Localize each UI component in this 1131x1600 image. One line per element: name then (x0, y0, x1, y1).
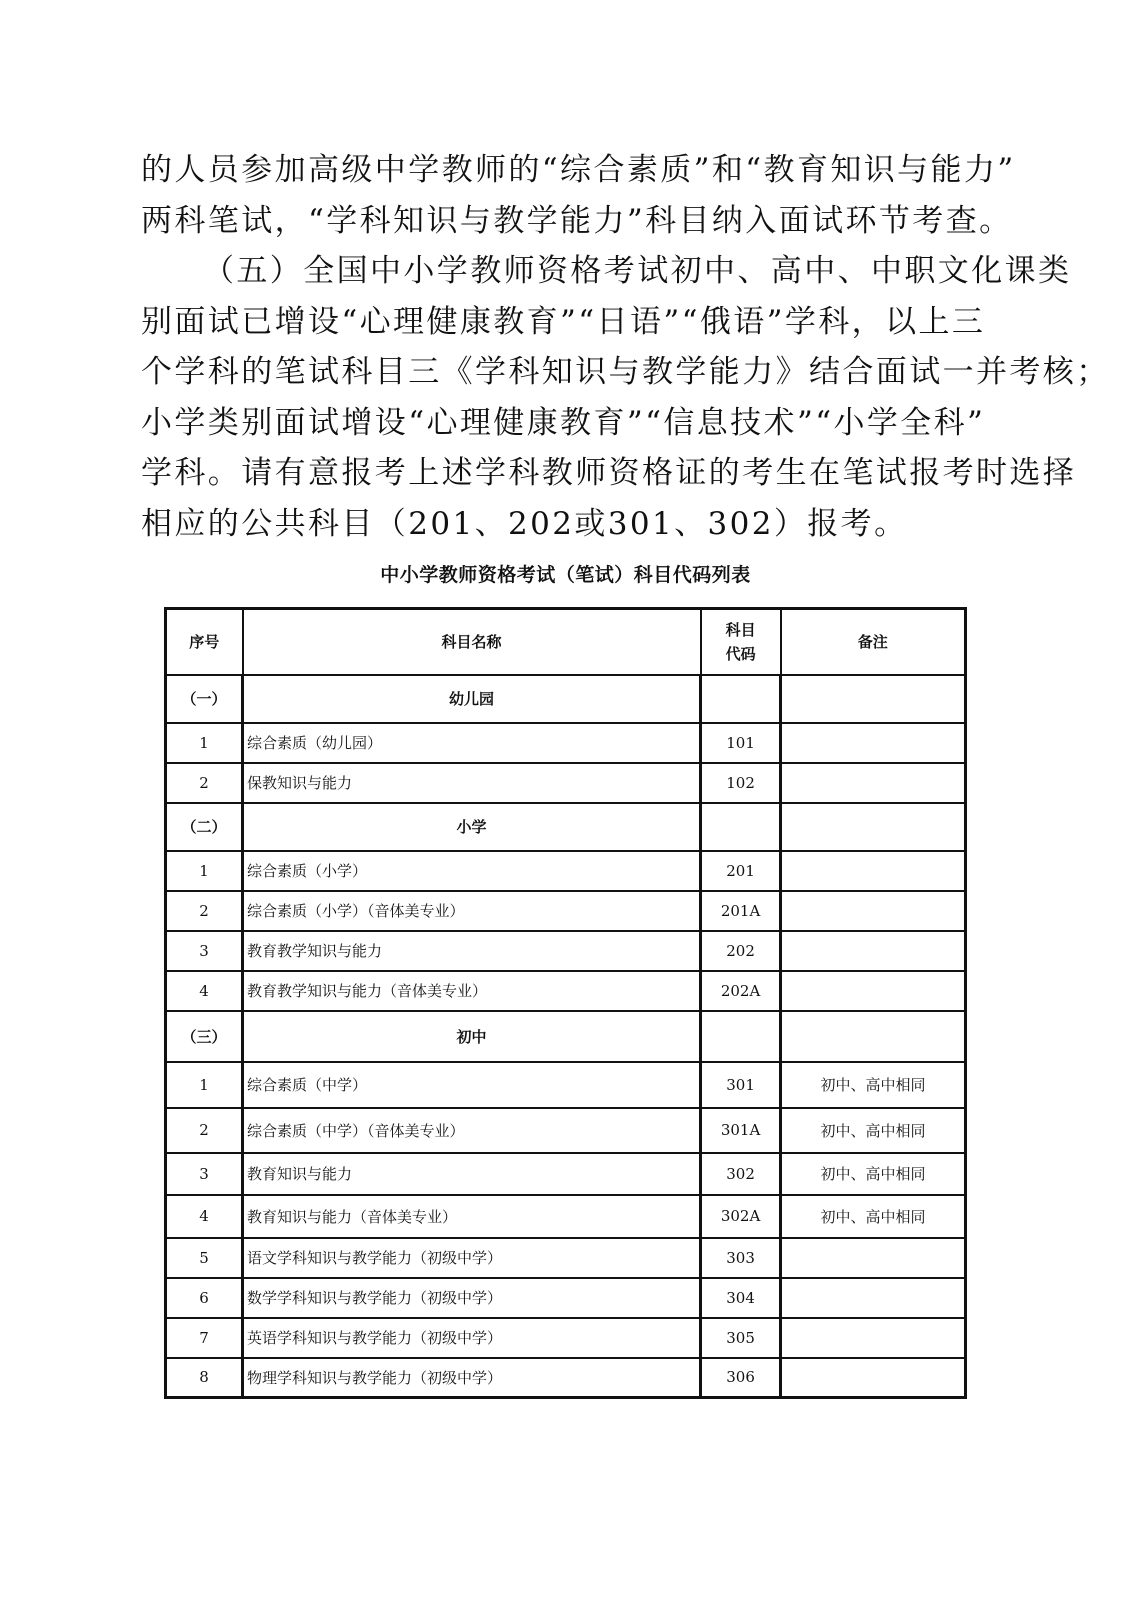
header-name: 科目名称 (243, 609, 701, 675)
subject-note (781, 891, 966, 931)
subject-note (781, 1318, 966, 1358)
table-row (166, 1195, 966, 1238)
subject-code: 102 (701, 763, 781, 803)
subject-code: 101 (701, 723, 781, 763)
section-note (781, 675, 966, 723)
row-number: 4 (166, 1195, 243, 1238)
subject-code: 303 (701, 1238, 781, 1278)
table-row (166, 1062, 966, 1108)
subject-note (781, 851, 966, 891)
paragraph-exam-subjects (141, 145, 1016, 246)
row-number: 6 (166, 1278, 243, 1318)
section-title: 小学 (243, 803, 701, 851)
subject-note (781, 1278, 966, 1318)
header-code-line2: 代码 (725, 644, 756, 663)
subject-code: 201A (701, 891, 781, 931)
subject-name: 英语学科知识与教学能力（初级中学） (243, 1318, 701, 1358)
row-number: 2 (166, 763, 243, 803)
section-code (701, 675, 781, 723)
subject-note (781, 931, 966, 971)
row-number: 1 (166, 1062, 243, 1108)
section-number: （二） (166, 803, 243, 851)
table-row (166, 1278, 966, 1318)
section-row (166, 675, 966, 723)
section-row (166, 803, 966, 851)
subject-name: 教育知识与能力 (243, 1153, 701, 1195)
section-title: 初中 (243, 1011, 701, 1062)
subject-name: 数学学科知识与教学能力（初级中学） (243, 1278, 701, 1318)
subject-name: 教育教学知识与能力 (243, 931, 701, 971)
section-note (781, 803, 966, 851)
table-caption: 中小学教师资格考试（笔试）科目代码列表 (380, 564, 751, 586)
subject-name: 教育教学知识与能力（音体美专业） (243, 971, 701, 1011)
table-row (166, 931, 966, 971)
table-row (166, 1358, 966, 1398)
subject-code: 302 (701, 1153, 781, 1195)
paragraph-line: 相应的公共科目（201、202或301、302）报考。 (141, 505, 908, 542)
subject-name: 保教知识与能力 (243, 763, 701, 803)
header-code (701, 609, 781, 675)
header-note: 备注 (781, 609, 966, 675)
subject-code: 306 (701, 1358, 781, 1398)
subject-code: 302A (701, 1195, 781, 1238)
table-row (166, 723, 966, 763)
subject-note (781, 1358, 966, 1398)
table-row (166, 1238, 966, 1278)
section-number: （三） (166, 1011, 243, 1062)
subject-note: 初中、高中相同 (781, 1195, 966, 1238)
subject-note: 初中、高中相同 (781, 1153, 966, 1195)
table-row (166, 1108, 966, 1153)
subject-note (781, 763, 966, 803)
table-header-row (166, 609, 966, 675)
paragraph-line: 别面试已增设“心理健康教育”“日语”“俄语”学科，以上三 (141, 303, 986, 340)
paragraph-line: 的人员参加高级中学教师的“综合素质”和“教育知识与能力” (141, 152, 1016, 188)
subject-code: 305 (701, 1318, 781, 1358)
row-number: 3 (166, 1153, 243, 1195)
table-row (166, 851, 966, 891)
subject-name: 语文学科知识与教学能力（初级中学） (243, 1238, 701, 1278)
paragraph-interview-subjects (141, 246, 1110, 549)
table-row (166, 1318, 966, 1358)
subject-name: 教育知识与能力（音体美专业） (243, 1195, 701, 1238)
subject-code-table (164, 607, 967, 1399)
row-number: 1 (166, 851, 243, 891)
subject-note (781, 723, 966, 763)
row-number: 2 (166, 891, 243, 931)
table-row (166, 1153, 966, 1195)
header-no: 序号 (166, 609, 243, 675)
subject-code: 301A (701, 1108, 781, 1153)
subject-note (781, 1238, 966, 1278)
subject-code: 202 (701, 931, 781, 971)
paragraph-line: （五）全国中小学教师资格考试初中、高中、中职文化课类 (203, 253, 1072, 289)
paragraph-line: 个学科的笔试科目三《学科知识与教学能力》结合面试一并考核； (141, 354, 1110, 390)
subject-code: 202A (701, 971, 781, 1011)
subject-note: 初中、高中相同 (781, 1062, 966, 1108)
row-number: 4 (166, 971, 243, 1011)
paragraph-line: 学科。请有意报考上述学科教师资格证的考生在笔试报考时选择 (141, 455, 1077, 491)
subject-name: 综合素质（小学） (243, 851, 701, 891)
subject-code: 301 (701, 1062, 781, 1108)
section-code (701, 803, 781, 851)
row-number: 8 (166, 1358, 243, 1398)
subject-name: 综合素质（中学） (243, 1062, 701, 1108)
section-title: 幼儿园 (243, 675, 701, 723)
table-body (166, 675, 966, 1398)
subject-note (781, 971, 966, 1011)
table-row (166, 763, 966, 803)
subject-name: 物理学科知识与教学能力（初级中学） (243, 1358, 701, 1398)
section-row (166, 1011, 966, 1062)
row-number: 7 (166, 1318, 243, 1358)
section-number: （一） (166, 675, 243, 723)
section-code (701, 1011, 781, 1062)
subject-code: 201 (701, 851, 781, 891)
paragraph-line: 小学类别面试增设“心理健康教育”“信息技术”“小学全科” (141, 404, 986, 441)
row-number: 2 (166, 1108, 243, 1153)
row-number: 1 (166, 723, 243, 763)
section-note (781, 1011, 966, 1062)
subject-code: 304 (701, 1278, 781, 1318)
subject-name: 综合素质（中学）（音体美专业） (243, 1108, 701, 1153)
subject-name: 综合素质（幼儿园） (243, 723, 701, 763)
row-number: 3 (166, 931, 243, 971)
table-row (166, 891, 966, 931)
subject-name: 综合素质（小学）（音体美专业） (243, 891, 701, 931)
header-code-line1: 科目 (725, 620, 756, 639)
table-row (166, 971, 966, 1011)
paragraph-line: 两科笔试，“学科知识与教学能力”科目纳入面试环节考查。 (141, 202, 1013, 239)
subject-note: 初中、高中相同 (781, 1108, 966, 1153)
row-number: 5 (166, 1238, 243, 1278)
